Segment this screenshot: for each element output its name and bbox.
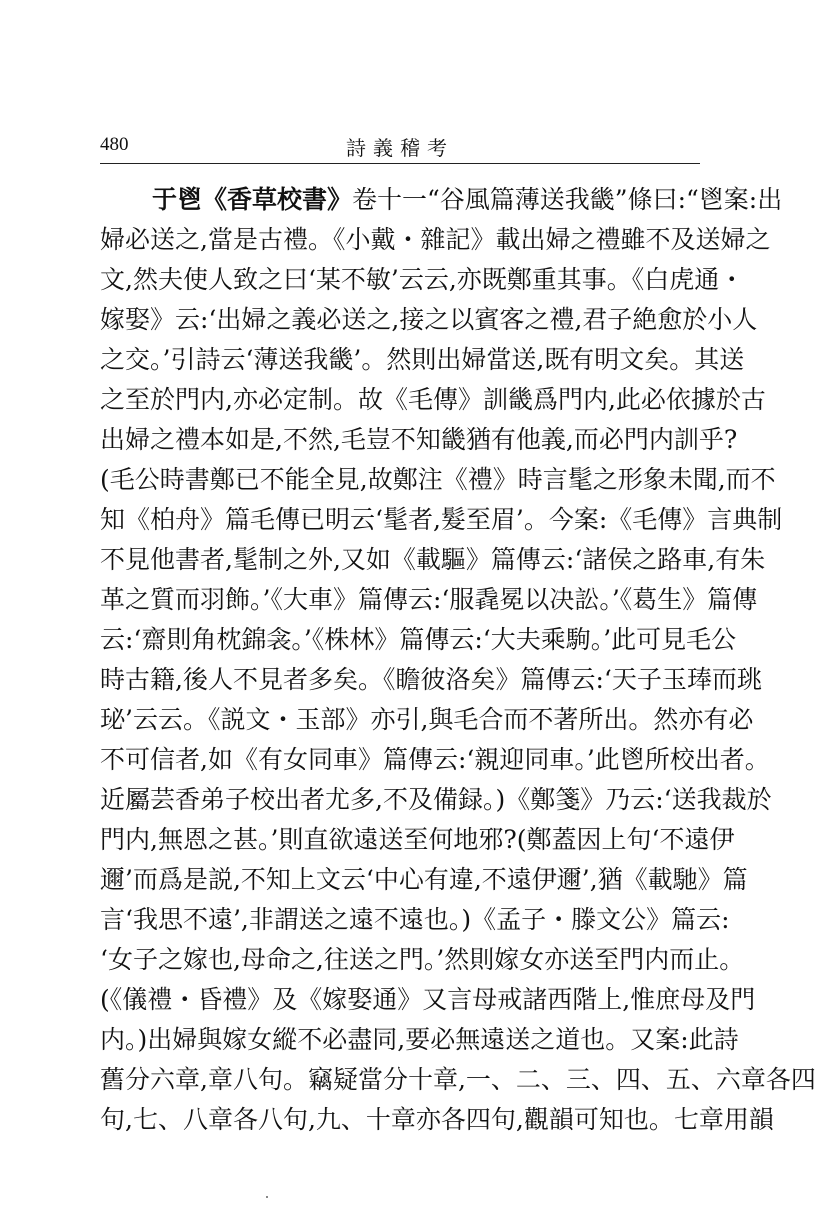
text-line: 時古籍,後人不見者多矣。《瞻彼洛矣》篇傳云:‘天子玉琫而珧 [100,665,762,694]
text-line: (毛公時書鄭已不能全見,故鄭注《禮》時言髦之形象未聞,而不 [100,465,776,494]
text-line: 珌’云云。《説文・玉部》亦引,與毛合而不著所出。然亦有必 [100,705,754,734]
page-number: 480 [100,134,129,155]
text-line: 出婦之禮本如是,不然,毛豈不知畿猶有他義,而必門内訓乎? [100,425,738,454]
text-line: 之至於門内,亦必定制。故《毛傳》訓畿爲門内,此必依據於古 [100,385,766,414]
text-line: 嫁娶》云:‘出婦之義必送之,接之以賓客之禮,君子絶愈於小人 [100,305,758,334]
text-line: 婦必送之,當是古禮。《小戴・雜記》載出婦之禮雖不及送婦之 [100,225,771,254]
header-rule [100,163,700,164]
text-line: 邇’而爲是説,不知上文云‘中心有違,不遠伊邇’,猶《載馳》篇 [100,865,748,894]
text-line: 之交。’引詩云‘薄送我畿’。然則出婦當送,既有明文矣。其送 [100,345,745,374]
text-line: 言‘我思不遠’,非謂送之遠不遠也。)《孟子・滕文公》篇云: [100,905,730,934]
text-line: 近屬芸香弟子校出者尤多,不及備録。)《鄭箋》乃云:‘送我裁於 [100,785,772,814]
running-title: 詩義稽考 [346,136,454,160]
scan-speck [266,1196,268,1198]
text-line: 舊分六章,章八句。竊疑當分十章,一、二、三、四、五、六章各四 [100,1065,816,1094]
text-line: 知《柏舟》篇毛傳已明云‘髦者,髮至眉’。今案:《毛傳》言典制 [100,505,783,534]
text-line: 句,七、八章各八句,九、十章亦各四句,觀韻可知也。七章用韻 [100,1105,774,1134]
citation-bold: 于鬯《香草校書》 [152,185,353,214]
text-line: 不見他書者,髦制之外,又如《載驅》篇傳云:‘諸侯之路車,有朱 [100,545,766,574]
text-line: 革之質而羽飾。’《大車》篇傳云:‘服毳冕以决訟。’《葛生》篇傳 [100,585,758,614]
text-line: 不可信者,如《有女同車》篇傳云:‘親迎同車。’此鬯所校出者。 [100,745,770,774]
text-line: ‘女子之嫁也,母命之,往送之門。’然則嫁女亦送至門内而止。 [100,945,745,974]
text-line: 云:‘齋則角枕錦衾。’《株林》篇傳云:‘大夫乘駒。’此可見毛公 [100,625,737,654]
text-line: 文,然夫使人致之曰‘某不敏’云云,亦既鄭重其事。《白虎通・ [100,265,745,294]
text-line: 門内,無恩之甚。’則直欲遠送至何地邪?(鄭蓋因上句‘不遠伊 [100,825,735,854]
text-line: (《儀禮・昏禮》及《嫁娶通》又言母戒諸西階上,惟庶母及門 [100,985,756,1014]
body-text [100,180,816,1140]
text-line-rest: 卷十一“谷風篇薄送我畿”條曰:“鬯案:出 [352,185,783,214]
text-line [100,180,783,220]
page-header [100,132,700,162]
text-line: 内。)出婦與嫁女縱不必盡同,要必無遠送之道也。又案:此詩 [100,1025,739,1054]
